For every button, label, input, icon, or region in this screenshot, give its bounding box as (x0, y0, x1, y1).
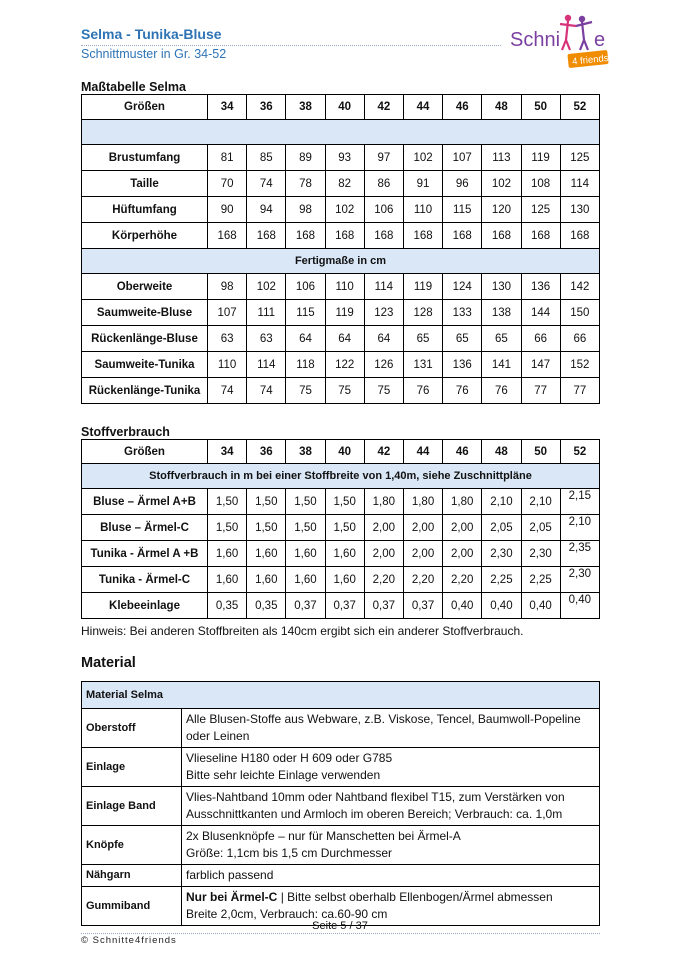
material-row (82, 709, 600, 748)
table-cell: 93 (325, 145, 364, 171)
table-cell: 128 (403, 300, 442, 326)
table-cell: 66 (560, 326, 599, 352)
table-cell: 107 (208, 300, 247, 326)
table-cell: 64 (286, 326, 325, 352)
size-header: 44 (403, 440, 442, 464)
material-line (186, 889, 595, 906)
material-line: oder Leinen (186, 729, 250, 743)
table-cell: 0,37 (403, 593, 442, 619)
page-number: Seite 5 / 37 (312, 920, 368, 932)
table-cell: 0,40 (560, 593, 599, 619)
row-label: Tunika - Ärmel A +B (82, 541, 208, 567)
table-cell: 168 (325, 223, 364, 249)
table-cell: 150 (560, 300, 599, 326)
logo-figure-body-1 (560, 21, 576, 50)
table-cell: 2,15 (560, 489, 599, 515)
table-cell: 94 (247, 197, 286, 223)
table-cell: 74 (247, 378, 286, 404)
table-row (82, 567, 600, 593)
finished-section-label: Fertigmaße in cm (82, 249, 600, 274)
size-header: 36 (247, 95, 286, 120)
material-line: farblich passend (186, 868, 274, 882)
table-row (82, 223, 600, 249)
table-cell: 102 (325, 197, 364, 223)
size-header: 44 (403, 95, 442, 120)
table-cell: 110 (325, 274, 364, 300)
table-cell: 2,00 (443, 515, 482, 541)
table-row (82, 352, 600, 378)
table-cell: 125 (521, 197, 560, 223)
table-cell: 136 (521, 274, 560, 300)
finished-section-row (82, 249, 600, 274)
table-cell: 78 (286, 171, 325, 197)
mass-header-row (82, 95, 600, 120)
table-cell: 120 (482, 197, 521, 223)
table-cell: 1,60 (208, 541, 247, 567)
table-cell: 0,40 (443, 593, 482, 619)
table-cell: 1,60 (325, 567, 364, 593)
table-cell: 1,80 (403, 489, 442, 515)
table-cell: 75 (325, 378, 364, 404)
size-header: 38 (286, 440, 325, 464)
table-cell: 2,30 (482, 541, 521, 567)
logo-figure-body-2 (576, 22, 592, 50)
logo-tag-text: 4 friends (571, 52, 610, 68)
table-cell: 110 (403, 197, 442, 223)
table-cell: 96 (443, 171, 482, 197)
table-cell: 2,10 (482, 489, 521, 515)
table-cell: 147 (521, 352, 560, 378)
brand-logo (502, 6, 612, 76)
row-label: Klebeeinlage (82, 593, 208, 619)
material-line: Ausschnittkanten und Armloch im oberen Bereich; Verbrauch: ca. 1,0m (186, 807, 563, 821)
table-cell: 2,00 (364, 515, 403, 541)
material-value (182, 826, 600, 865)
table-cell: 102 (482, 171, 521, 197)
table-cell: 106 (364, 197, 403, 223)
table-cell: 102 (247, 274, 286, 300)
table-cell: 76 (403, 378, 442, 404)
size-header: 36 (247, 440, 286, 464)
material-value (182, 748, 600, 787)
table-cell: 74 (247, 171, 286, 197)
table-cell: 0,37 (286, 593, 325, 619)
mass-table-heading: Maßtabelle Selma (81, 80, 186, 94)
size-header: 52 (560, 95, 599, 120)
table-cell: 64 (325, 326, 364, 352)
size-header: 34 (208, 440, 247, 464)
table-cell: 82 (325, 171, 364, 197)
table-cell: 65 (443, 326, 482, 352)
material-row (82, 787, 600, 826)
document-title: Selma - Tunika-Bluse (81, 26, 222, 42)
table-cell: 152 (560, 352, 599, 378)
table-cell: 64 (364, 326, 403, 352)
row-label: Brustumfang (82, 145, 208, 171)
table-cell: 168 (208, 223, 247, 249)
row-label: Taille (82, 171, 208, 197)
table-cell: 138 (482, 300, 521, 326)
table-cell: 65 (482, 326, 521, 352)
table-cell: 70 (208, 171, 247, 197)
table-row (82, 171, 600, 197)
table-cell: 130 (560, 197, 599, 223)
table-cell: 114 (560, 171, 599, 197)
table-cell: 136 (443, 352, 482, 378)
table-cell: 98 (286, 197, 325, 223)
table-cell: 1,50 (208, 489, 247, 515)
fabric-table (81, 439, 600, 619)
table-cell: 119 (403, 274, 442, 300)
table-cell: 0,40 (521, 593, 560, 619)
table-cell: 125 (560, 145, 599, 171)
table-row (82, 145, 600, 171)
material-value (182, 709, 600, 748)
table-cell: 1,50 (325, 489, 364, 515)
size-header: 48 (482, 95, 521, 120)
table-cell: 63 (208, 326, 247, 352)
table-cell: 66 (521, 326, 560, 352)
table-cell: 123 (364, 300, 403, 326)
material-row (82, 748, 600, 787)
table-cell: 2,25 (482, 567, 521, 593)
table-cell: 168 (364, 223, 403, 249)
size-header: 34 (208, 95, 247, 120)
table-cell: 106 (286, 274, 325, 300)
material-table-heading: Material Selma (82, 682, 600, 709)
material-table (81, 681, 600, 926)
table-row (82, 489, 600, 515)
table-cell: 2,35 (560, 541, 599, 567)
material-line: Vlies-Nahtband 10mm oder Nahtband flexibel T15, zum Verstärken von (186, 790, 565, 804)
row-label: Körperhöhe (82, 223, 208, 249)
table-cell: 2,05 (482, 515, 521, 541)
header-divider (81, 45, 501, 46)
table-row (82, 541, 600, 567)
size-header: 42 (364, 95, 403, 120)
fabric-note: Hinweis: Bei anderen Stoffbreiten als 140cm ergibt sich ein anderer Stoffverbrauch. (81, 624, 524, 638)
material-line: 2x Blusenknöpfe – nur für Manschetten bei Ärmel-A (186, 829, 461, 843)
table-row (82, 274, 600, 300)
sizes-label: Größen (82, 95, 208, 120)
table-cell: 1,60 (208, 567, 247, 593)
table-cell: 115 (443, 197, 482, 223)
table-cell: 168 (560, 223, 599, 249)
table-cell: 113 (482, 145, 521, 171)
table-cell: 168 (403, 223, 442, 249)
row-label: Saumweite-Bluse (82, 300, 208, 326)
table-cell: 1,50 (286, 489, 325, 515)
material-key: Gummiband (82, 887, 182, 926)
size-header: 48 (482, 440, 521, 464)
material-line-rest: | Bitte selbst oberhalb Ellenbogen/Ärmel abmessen (277, 890, 553, 904)
table-row (82, 300, 600, 326)
fabric-header-row (82, 440, 600, 464)
size-header: 52 (560, 440, 599, 464)
table-cell: 97 (364, 145, 403, 171)
table-cell: 1,60 (247, 567, 286, 593)
table-cell: 77 (521, 378, 560, 404)
table-cell: 2,00 (443, 541, 482, 567)
table-cell: 1,80 (443, 489, 482, 515)
table-cell: 2,20 (443, 567, 482, 593)
material-key: Oberstoff (82, 709, 182, 748)
table-cell: 141 (482, 352, 521, 378)
table-cell: 1,60 (286, 541, 325, 567)
material-line: Bitte sehr leichte Einlage verwenden (186, 768, 381, 782)
material-value (182, 865, 600, 887)
row-label: Hüftumfang (82, 197, 208, 223)
table-cell: 1,50 (208, 515, 247, 541)
table-cell: 2,10 (560, 515, 599, 541)
table-cell: 81 (208, 145, 247, 171)
row-label: Tunika - Ärmel-C (82, 567, 208, 593)
table-cell: 1,50 (286, 515, 325, 541)
document-subtitle: Schnittmuster in Gr. 34-52 (81, 47, 227, 61)
table-cell: 91 (403, 171, 442, 197)
size-header: 46 (443, 440, 482, 464)
table-cell: 75 (286, 378, 325, 404)
table-cell: 2,00 (403, 515, 442, 541)
material-line: Größe: 1,1cm bis 1,5 cm Durchmesser (186, 846, 393, 860)
table-cell: 133 (443, 300, 482, 326)
table-cell: 90 (208, 197, 247, 223)
size-header: 46 (443, 95, 482, 120)
table-cell: 89 (286, 145, 325, 171)
table-cell: 142 (560, 274, 599, 300)
table-cell: 65 (403, 326, 442, 352)
row-label: Oberweite (82, 274, 208, 300)
material-header-row (82, 682, 600, 709)
size-header: 40 (325, 95, 364, 120)
table-cell: 110 (208, 352, 247, 378)
table-cell: 168 (286, 223, 325, 249)
table-cell: 1,60 (247, 541, 286, 567)
table-cell: 114 (247, 352, 286, 378)
table-cell: 2,20 (364, 567, 403, 593)
sizes-label: Größen (82, 440, 208, 464)
fabric-heading: Stoffverbrauch (81, 425, 170, 439)
table-cell: 114 (364, 274, 403, 300)
row-label: Bluse – Ärmel A+B (82, 489, 208, 515)
table-row (82, 515, 600, 541)
table-cell: 108 (521, 171, 560, 197)
size-header: 40 (325, 440, 364, 464)
table-cell: 2,25 (521, 567, 560, 593)
material-heading: Material (81, 655, 136, 671)
table-cell: 168 (482, 223, 521, 249)
table-cell: 76 (443, 378, 482, 404)
table-cell: 98 (208, 274, 247, 300)
material-row (82, 865, 600, 887)
material-key: Nähgarn (82, 865, 182, 887)
table-cell: 119 (521, 145, 560, 171)
row-label: Rückenlänge-Tunika (82, 378, 208, 404)
table-cell: 74 (208, 378, 247, 404)
logo-figure-head-2 (579, 16, 585, 22)
table-cell: 168 (443, 223, 482, 249)
row-label: Saumweite-Tunika (82, 352, 208, 378)
table-cell: 126 (364, 352, 403, 378)
table-cell: 168 (247, 223, 286, 249)
table-cell: 1,50 (325, 515, 364, 541)
material-line: Alle Blusen-Stoffe aus Webware, z.B. Viskose, Tencel, Baumwoll-Popeline (186, 712, 581, 726)
table-cell: 144 (521, 300, 560, 326)
material-key: Knöpfe (82, 826, 182, 865)
table-cell: 0,35 (247, 593, 286, 619)
table-row (82, 326, 600, 352)
logo-wordmark-left: Schni (510, 29, 561, 51)
table-row (82, 197, 600, 223)
copyright-text: © Schnitte4friends (81, 935, 177, 946)
table-cell: 2,30 (560, 567, 599, 593)
material-value (182, 787, 600, 826)
table-cell: 111 (247, 300, 286, 326)
table-cell: 0,37 (325, 593, 364, 619)
table-cell: 2,00 (364, 541, 403, 567)
table-cell: 131 (403, 352, 442, 378)
table-cell: 0,37 (364, 593, 403, 619)
material-line: Vlieseline H180 oder H 609 oder G785 (186, 751, 393, 765)
table-cell: 63 (247, 326, 286, 352)
table-cell: 115 (286, 300, 325, 326)
table-cell: 1,60 (286, 567, 325, 593)
table-cell: 107 (443, 145, 482, 171)
table-cell: 102 (403, 145, 442, 171)
table-cell: 2,30 (521, 541, 560, 567)
table-cell: 1,50 (247, 515, 286, 541)
table-cell: 122 (325, 352, 364, 378)
table-cell: 86 (364, 171, 403, 197)
table-row (82, 378, 600, 404)
fabric-section-row (82, 464, 600, 489)
table-cell: 76 (482, 378, 521, 404)
table-cell: 85 (247, 145, 286, 171)
row-label: Bluse – Ärmel-C (82, 515, 208, 541)
size-header: 42 (364, 440, 403, 464)
fabric-section-label: Stoffverbrauch in m bei einer Stoffbreite von 1,40m, siehe Zuschnittpläne (82, 464, 600, 489)
material-line: Breite 2,0cm, Verbrauch: ca.60-90 cm (186, 907, 388, 921)
logo-figure-head-1 (565, 15, 571, 21)
footer-divider (81, 933, 600, 934)
logo-wordmark-right: e (594, 29, 606, 51)
table-cell: 1,80 (364, 489, 403, 515)
table-cell: 75 (364, 378, 403, 404)
table-cell: 2,05 (521, 515, 560, 541)
table-cell: 2,00 (403, 541, 442, 567)
table-cell: 124 (443, 274, 482, 300)
material-bold-prefix: Nur bei Ärmel-C (186, 890, 278, 904)
table-cell: 1,50 (247, 489, 286, 515)
mass-spacer-row (82, 120, 600, 145)
table-cell: 118 (286, 352, 325, 378)
table-cell: 119 (325, 300, 364, 326)
mass-table (81, 94, 600, 404)
material-key: Einlage (82, 748, 182, 787)
table-cell: 2,10 (521, 489, 560, 515)
table-cell: 0,35 (208, 593, 247, 619)
size-header: 50 (521, 440, 560, 464)
blue-spacer (82, 120, 600, 145)
size-header: 50 (521, 95, 560, 120)
table-cell: 130 (482, 274, 521, 300)
table-row (82, 593, 600, 619)
material-key: Einlage Band (82, 787, 182, 826)
size-header: 38 (286, 95, 325, 120)
table-cell: 0,40 (482, 593, 521, 619)
table-cell: 1,60 (325, 541, 364, 567)
table-cell: 168 (521, 223, 560, 249)
table-cell: 2,20 (403, 567, 442, 593)
table-cell: 77 (560, 378, 599, 404)
row-label: Rückenlänge-Bluse (82, 326, 208, 352)
material-row (82, 826, 600, 865)
